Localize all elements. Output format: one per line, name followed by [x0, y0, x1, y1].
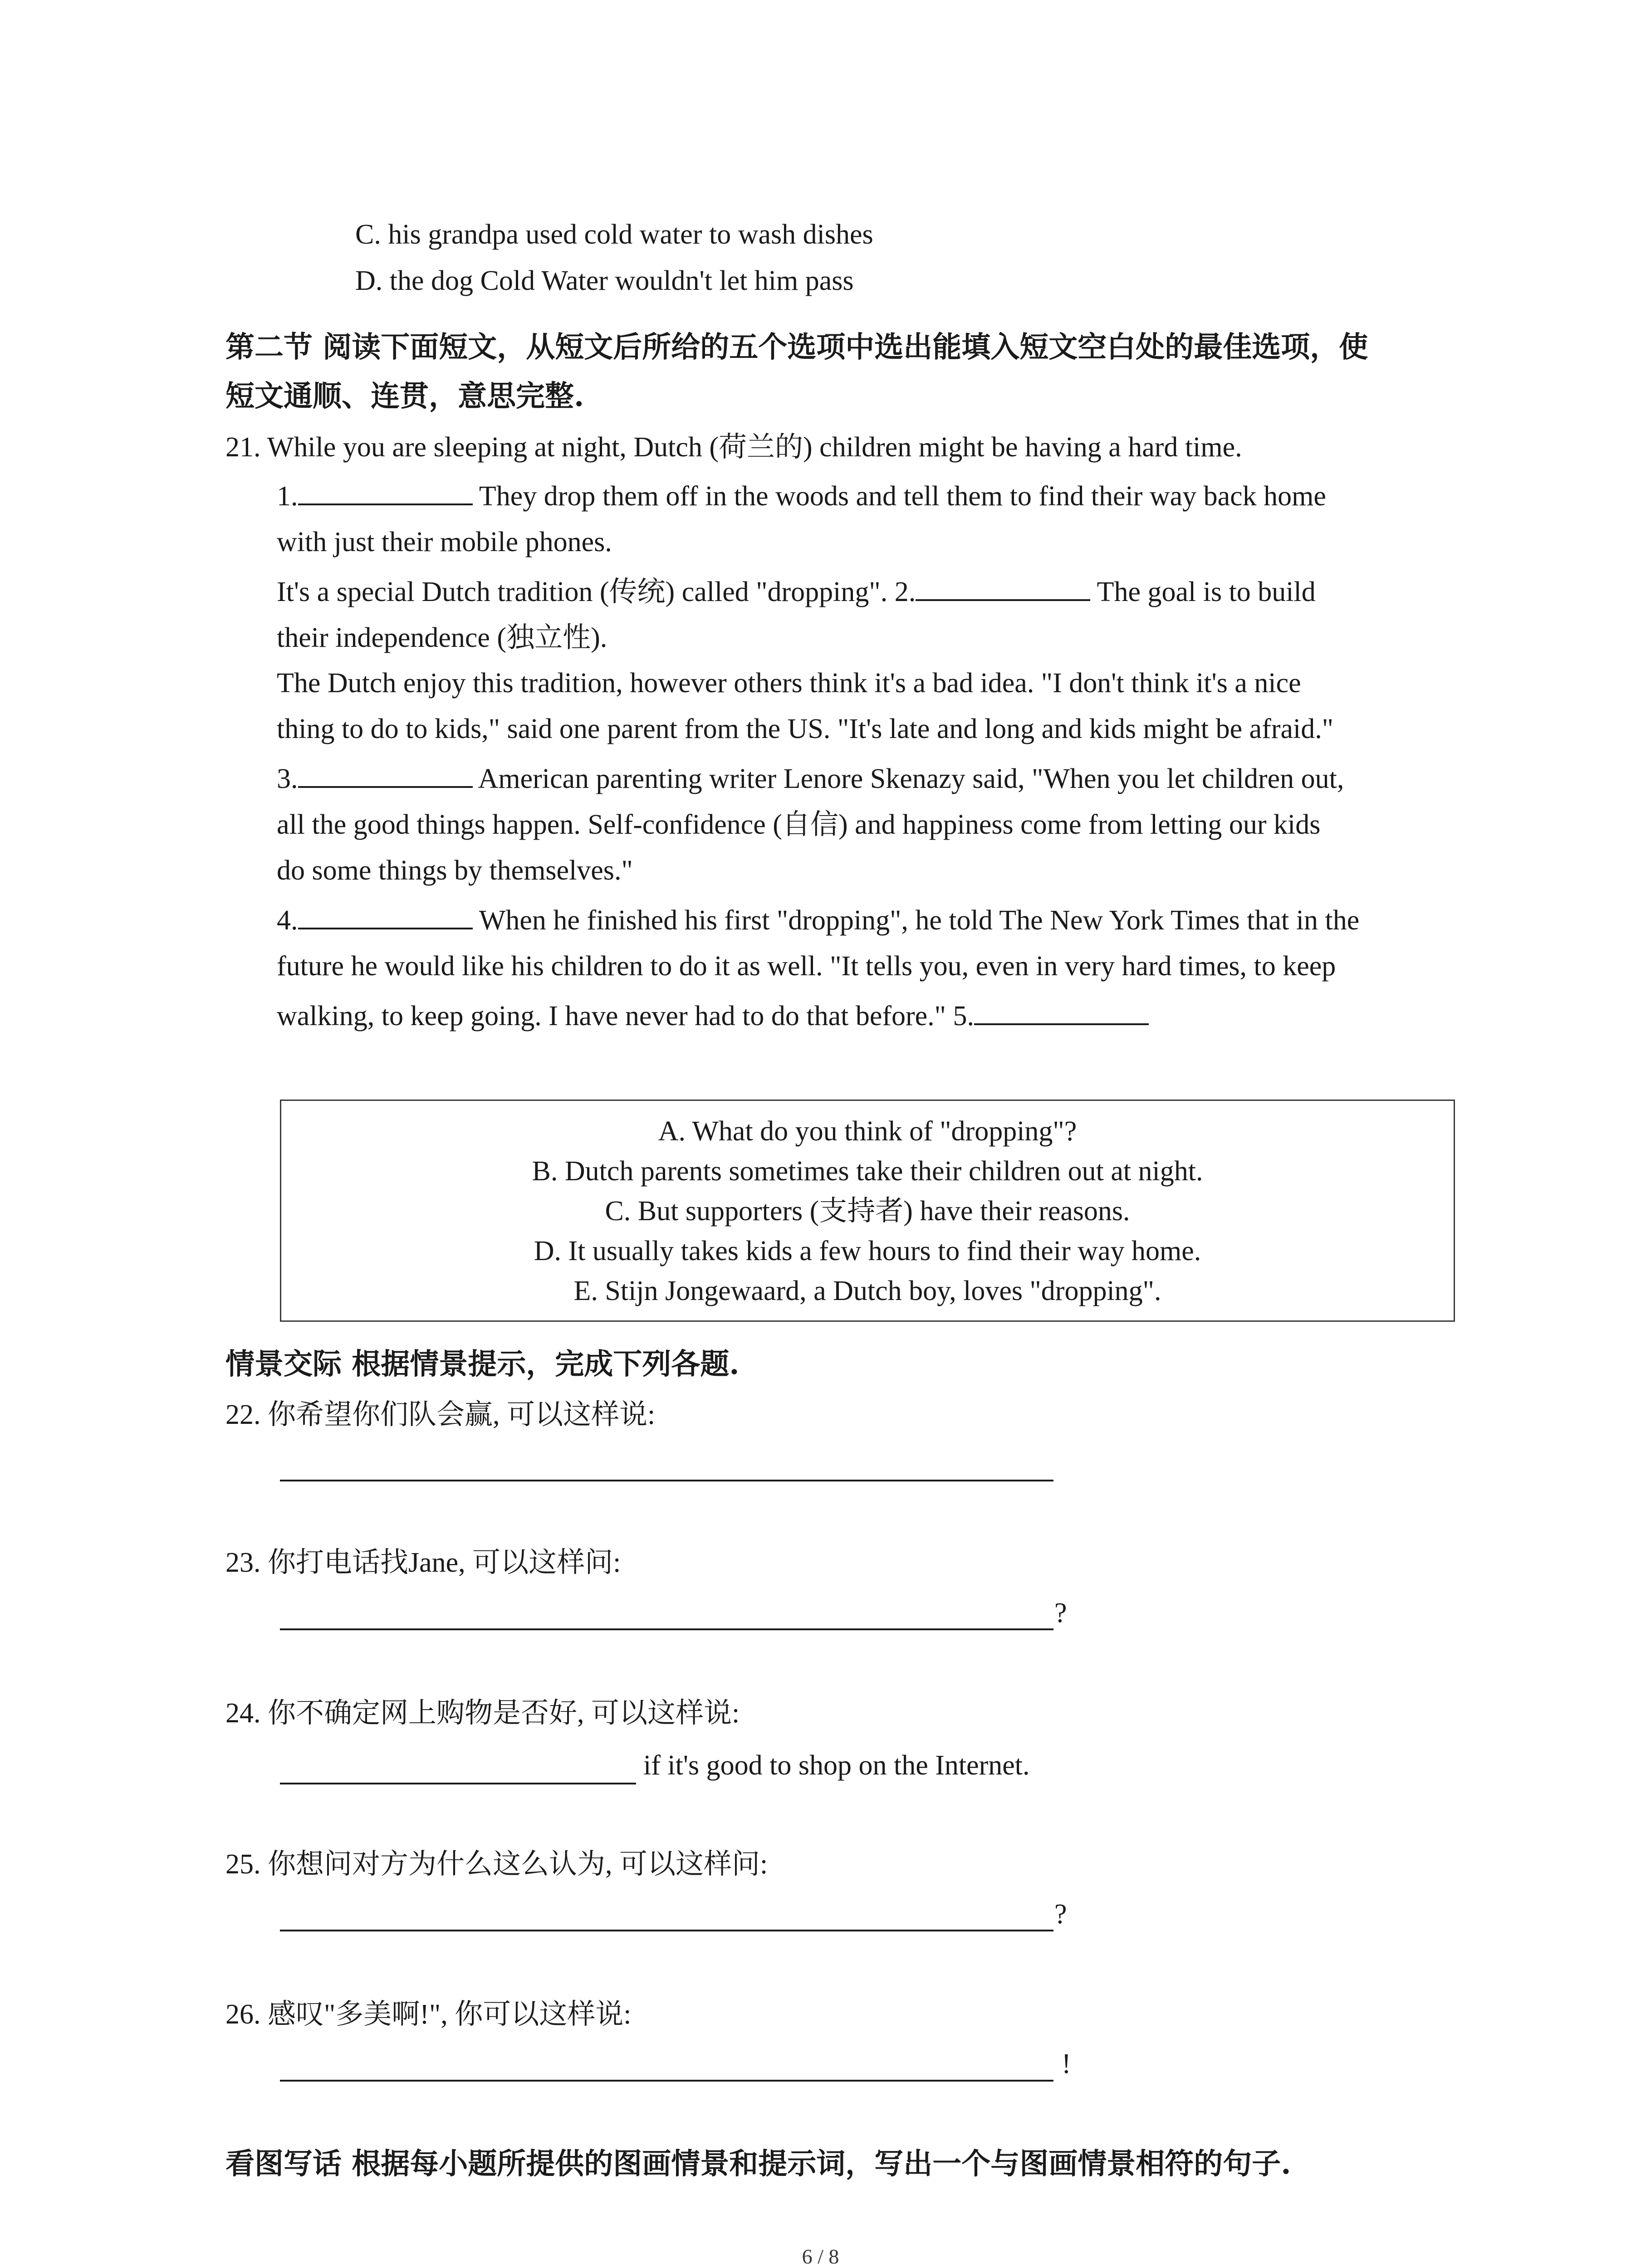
- option-d-text: D. the dog Cold Water wouldn't let him pass: [355, 265, 854, 296]
- q26-end-mark: !: [1062, 2048, 1071, 2079]
- option-c-text: C. his grandpa used cold water to wash dishes: [355, 219, 873, 250]
- q21-para2: [277, 575, 1316, 609]
- q21-para5: [277, 904, 1359, 937]
- section4-heading: 看图写话 根据每小题所提供的图画情景和提示词，写出一个与图画情景相符的句子.: [225, 2147, 1291, 2181]
- blank-3[interactable]: [298, 763, 473, 788]
- q25-end-mark: ?: [1054, 1899, 1067, 1930]
- blank-1-number: 1.: [277, 481, 298, 512]
- q21-para5-line3: [277, 999, 1149, 1033]
- q21-para1-line2: with just their mobile phones.: [277, 527, 612, 557]
- blank-5[interactable]: [974, 1000, 1149, 1025]
- q23-answer-line[interactable]: [280, 1628, 1053, 1630]
- option-b: B. Dutch parents sometimes take their children out at night.: [532, 1156, 1203, 1187]
- section3-heading: 情景交际 根据情景提示，完成下列各题.: [225, 1347, 740, 1381]
- q21-para1: [277, 479, 1326, 513]
- q21-para4-line2: all the good things happen. Self-confidence (自信) and happiness come from letting our kids: [277, 809, 1321, 840]
- para2-text: It's a special Dutch tradition (传统) called "dropping". 2.: [277, 577, 916, 607]
- q21-para4: [277, 762, 1344, 796]
- option-c: C. But supporters (支持者) have their reasons.: [605, 1196, 1130, 1227]
- para4-text: American parenting writer Lenore Skenazy said, "When you let children out,: [478, 763, 1344, 794]
- options-box: [280, 1100, 1455, 1322]
- q22-prompt: 22. 你希望你们队会赢, 可以这样说:: [225, 1399, 656, 1430]
- q21-para5-line2: future he would like his children to do it as well. "It tells you, even in very hard times, to keep: [277, 951, 1336, 982]
- blank-1[interactable]: [298, 480, 473, 505]
- page-number: 6 / 8: [802, 2245, 839, 2268]
- q24-prompt: 24. 你不确定网上购物是否好, 可以这样说:: [225, 1698, 740, 1729]
- q25-prompt: 25. 你想问对方为什么这么认为, 可以这样问:: [225, 1849, 768, 1880]
- q23-prompt: 23. 你打电话找Jane, 可以这样问:: [225, 1547, 621, 1578]
- q21-para3-line2: thing to do to kids," said one parent from the US. "It's late and long and kids might be afraid.": [277, 714, 1334, 744]
- blank-4[interactable]: [298, 904, 473, 929]
- para1-text: They drop them off in the woods and tell them to find their way back home: [479, 481, 1326, 512]
- q26-answer-line[interactable]: [280, 2080, 1053, 2082]
- blank-3-number: 3.: [277, 763, 298, 794]
- q22-answer-line[interactable]: [280, 1480, 1053, 1481]
- para2-rest: The goal is to build: [1097, 577, 1316, 607]
- q21-para4-line3: do some things by themselves.": [277, 855, 633, 886]
- q23-end-mark: ?: [1054, 1598, 1067, 1628]
- q26-prompt: 26. 感叹"多美啊!", 你可以这样说:: [225, 1999, 632, 2030]
- q21-para3-line1: The Dutch enjoy this tradition, however others think it's a bad idea. "I don't think it's a nice: [277, 668, 1301, 699]
- q21-para2-line2: their independence (独立性).: [277, 622, 607, 653]
- q24-answer-line[interactable]: [280, 1783, 636, 1784]
- q25-answer-line[interactable]: [280, 1930, 1053, 1931]
- blank-2[interactable]: [916, 576, 1090, 601]
- para5-text: When he finished his first "dropping", he told The New York Times that in the: [479, 905, 1360, 936]
- option-a: A. What do you think of "dropping"?: [658, 1116, 1077, 1147]
- option-e: E. Stijn Jongewaard, a Dutch boy, loves "dropping".: [573, 1276, 1161, 1306]
- para5-line3-text: walking, to keep going. I have never had to do that before." 5.: [277, 1001, 974, 1031]
- q21-intro: 21. While you are sleeping at night, Dutch (荷兰的) children might be having a hard time.: [225, 432, 1242, 463]
- blank-4-number: 4.: [277, 905, 298, 936]
- q24-suffix: if it's good to shop on the Internet.: [643, 1750, 1030, 1781]
- option-d: D. It usually takes kids a few hours to find their way home.: [534, 1236, 1201, 1266]
- section2-heading-line2: 短文通顺、连贯，意思完整.: [225, 379, 584, 413]
- section2-heading-line1: 第二节 阅读下面短文，从短文后所给的五个选项中选出能填入短文空白处的最佳选项，使: [225, 330, 1368, 364]
